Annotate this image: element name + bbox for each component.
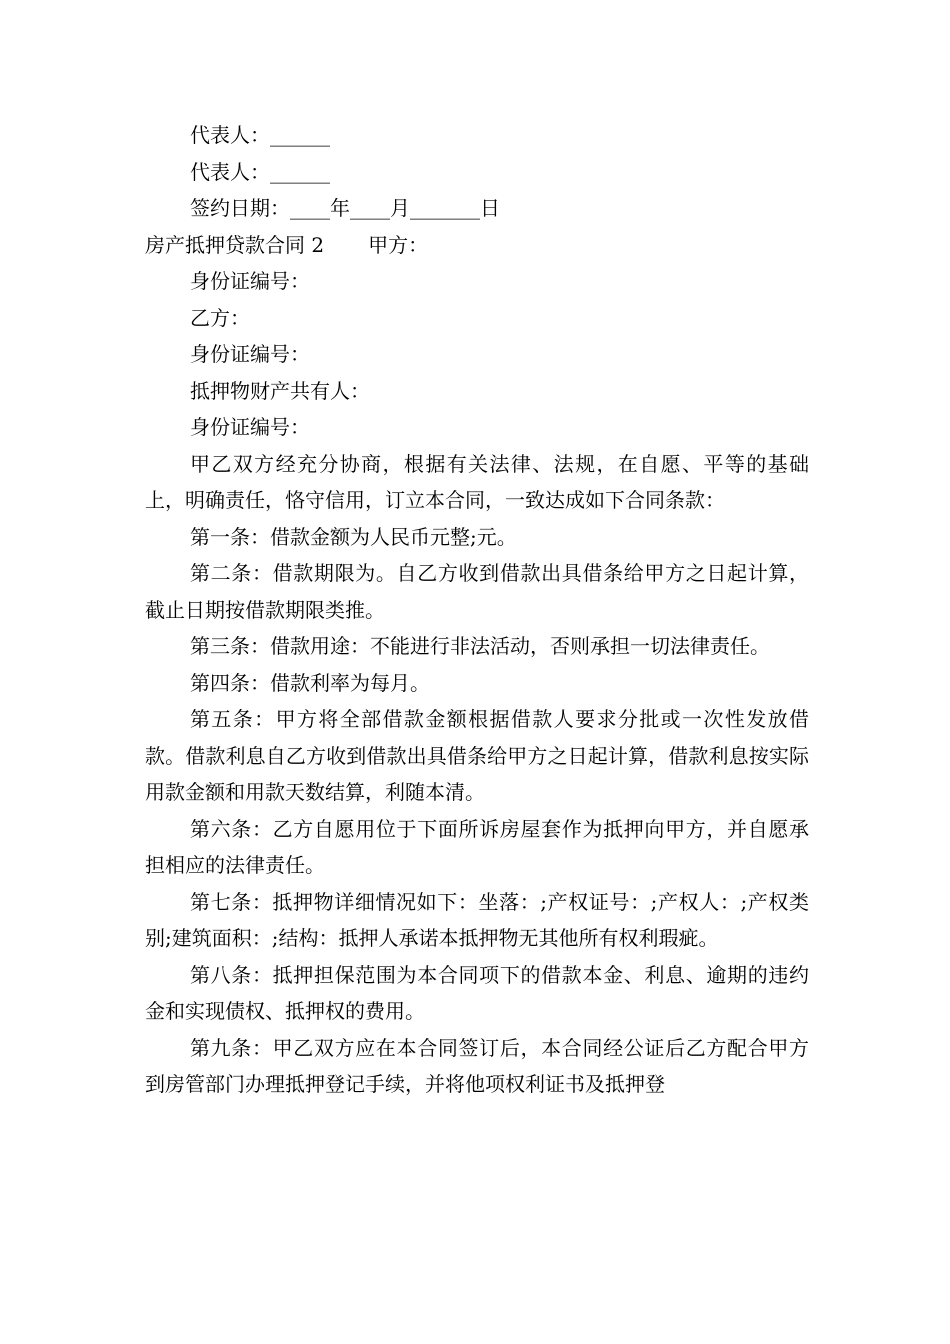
contract-heading [145, 227, 809, 264]
article-7: 第七条：抵押物详细情况如下：坐落：;产权证号：;产权人：;产权类别;建筑面积：;结构：抵押人承诺本抵押物无其他所有权利瑕疵。 [145, 889, 809, 950]
article-4: 第四条：借款利率为每月。 [190, 670, 430, 695]
party-b-id-field: 身份证编号： [190, 342, 310, 366]
article-3: 第三条：借款用途：不能进行非法活动，否则承担一切法律责任。 [190, 634, 770, 658]
article-8: 第八条：抵押担保范围为本合同项下的借款本金、利息、逾期的违约金和实现债权、抵押权的费用。 [145, 962, 809, 1023]
party-b-label: 乙方： [190, 305, 250, 330]
representative-line-1: 代表人：______ [190, 123, 330, 147]
article-2: 第二条：借款期限为。自乙方收到借款出具借条给甲方之日起计算，截止日期按借款期限类推。 [145, 561, 809, 622]
article-6: 第六条：乙方自愿用位于下面所诉房屋套作为抵押向甲方，并自愿承担相应的法律责任。 [145, 816, 809, 877]
party-a-id-field: 身份证编号： [190, 269, 310, 293]
representative-line-2: 代表人：______ [190, 159, 330, 184]
party-a-label: 甲方： [368, 232, 429, 257]
contract-title: 房产抵押贷款合同 2 [145, 232, 325, 257]
preamble-paragraph: 甲乙双方经充分协商，根据有关法律、法规，在自愿、平等的基础上，明确责任，恪守信用，订立本合同，一致达成如下合同条款： [145, 451, 809, 512]
co-owner-id-field: 身份证编号： [190, 415, 310, 439]
article-1: 第一条：借款金额为人民币元整;元。 [190, 524, 517, 549]
co-owner-label: 抵押物财产共有人： [190, 378, 370, 403]
article-5: 第五条：甲方将全部借款金额根据借款人要求分批或一次性发放借款。借款利息自乙方收到借款出具借条给甲方之日起计算，借款利息按实际用款金额和用款天数结算，利随本清。 [145, 707, 809, 804]
article-9: 第九条：甲乙双方应在本合同签订后，本合同经公证后乙方配合甲方到房管部门办理抵押登记手续，并将他项权利证书及抵押登 [145, 1035, 809, 1096]
signing-date-line: 签约日期：____年____月_______日 [190, 196, 500, 220]
contract-body [145, 117, 809, 1103]
